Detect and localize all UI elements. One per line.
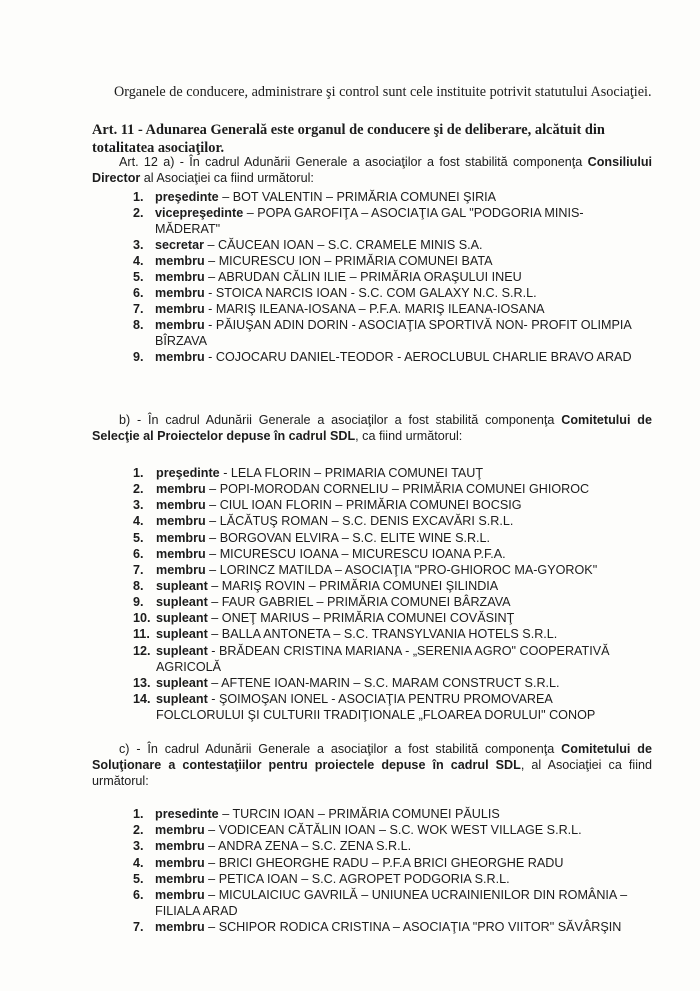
item-role: membru xyxy=(155,823,205,838)
list-item: 3. membru – ANDRA ZENA – S.C. ZENA S.R.L. xyxy=(133,839,412,854)
item-role: supleant xyxy=(156,595,208,610)
item-role: membru xyxy=(156,530,206,545)
item-role: membru xyxy=(155,254,205,268)
item-number: 2. xyxy=(133,823,144,838)
item-number: 9. xyxy=(133,595,144,610)
section-b-intro: b) - În cadrul Adunării Generale a asociaţilor a fost stabilită componenţa Comitetului de Selecţie al Proiectelor depuse în cadrul SDL, ca fiind următorul: xyxy=(92,413,652,443)
item-number: 5. xyxy=(133,270,144,284)
list-item: 6. membru – MICULAICIUC GAVRILĂ – UNIUNEA UCRAINIENILOR DIN ROMÂNIA – FILIALA ARAD xyxy=(133,888,628,919)
item-number: 5. xyxy=(133,530,144,545)
item-role: membru xyxy=(156,546,206,561)
intro-paragraph: Organele de conducere, administrare şi control sunt cele instituite potrivit statutului Asociaţiei. xyxy=(114,84,652,100)
item-number: 8. xyxy=(133,578,144,593)
comitet-solutionare-list xyxy=(133,806,641,936)
item-number: 7. xyxy=(133,920,144,935)
item-role: supleant xyxy=(156,643,208,658)
list-item: 8. membru - PĂIUŞAN ADIN DORIN - ASOCIAŢIA SPORTIVĂ NON- PROFIT OLIMPIA BÎRZAVA xyxy=(133,318,632,348)
item-role: membru xyxy=(155,871,205,886)
list-item: 2. vicepreşedinte – POPA GAROFIŢA – ASOCIAŢIA GAL "PODGORIA MINIS-MĂDERAT" xyxy=(133,206,584,236)
article-11-heading: Art. 11 - Adunarea Generală este organul de conducere şi de deliberare, alcătuit din totalitatea asociaţilor. xyxy=(92,122,605,156)
list-item: 7. membru - MARIŞ ILEANA-IOSANA – P.F.A. MARIŞ ILEANA-IOSANA xyxy=(133,302,545,316)
comitet-selectie-label: Comitetului de Selecţie al Proiectelor depuse în cadrul SDL xyxy=(92,413,652,443)
item-number: 2. xyxy=(133,482,144,497)
item-role: membru xyxy=(155,270,205,284)
item-number: 5. xyxy=(133,871,144,886)
item-number: 4. xyxy=(133,855,144,870)
section-a-intro: Art. 12 a) - În cadrul Adunării Generale a asociaţilor a fost stabilită componenţa Consiliului Director al Asociaţiei ca fiind următorul: xyxy=(92,155,653,185)
list-item: 2. membru – POPI-MORODAN CORNELIU – PRIMĂRIA COMUNEI GHIOROC xyxy=(133,482,590,497)
list-item: 14. supleant - ŞOIMOŞAN IONEL - ASOCIAŢIA PENTRU PROMOVAREA FOLCLORULUI ŞI CULTURII TRADIŢIONALE „FLOAREA DORULUI" CONOP xyxy=(133,691,596,722)
list-item: 4. membru – MICURESCU ION – PRIMĂRIA COMUNEI BATA xyxy=(133,254,493,268)
item-number: 7. xyxy=(133,302,144,316)
item-role: supleant xyxy=(156,675,208,690)
item-number: 12. xyxy=(133,643,151,658)
list-item: 3. membru – CIUL IOAN FLORIN – PRIMĂRIA COMUNEI BOCSIG xyxy=(133,498,522,513)
list-item: 7. membru – LORINCZ MATILDA – ASOCIAŢIA "PRO-GHIOROC MA-GYOROK" xyxy=(133,562,598,577)
item-role: membru xyxy=(155,286,205,300)
list-item: 1. preşedinte – BOT VALENTIN – PRIMĂRIA COMUNEI ŞIRIA xyxy=(133,190,497,204)
item-role: membru xyxy=(155,318,205,332)
item-number: 1. xyxy=(133,466,144,480)
item-role: supleant xyxy=(156,611,208,626)
item-number: 3. xyxy=(133,238,144,252)
item-role: preşedinte xyxy=(155,190,219,204)
item-role: supleant xyxy=(156,578,208,593)
item-number: 8. xyxy=(133,318,144,332)
item-role: membru xyxy=(156,514,206,529)
list-item: 3. secretar – CĂUCEAN IOAN – S.C. CRAMELE MINIS S.A. xyxy=(133,238,483,252)
list-item: 13. supleant – AFTENE IOAN-MARIN – S.C. MARAM CONSTRUCT S.R.L. xyxy=(133,675,560,690)
art-12-label: Art. 12 a) xyxy=(119,155,175,169)
item-number: 6. xyxy=(133,888,144,903)
list-item: 5. membru – BORGOVAN ELVIRA – S.C. ELITE WINE S.R.L. xyxy=(133,530,491,545)
item-role: membru xyxy=(155,839,205,854)
comitet-selectie-list xyxy=(133,465,641,723)
item-role: membru xyxy=(156,482,206,497)
list-item: 9. membru - COJOCARU DANIEL-TEODOR - AEROCLUBUL CHARLIE BRAVO ARAD xyxy=(133,350,632,364)
section-c-intro: c) - În cadrul Adunării Generale a asociaţilor a fost stabilită componenţa Comitetului de Soluţionare a contestaţiilor pentru proiectele depuse în cadrul SDL, al Asociaţiei ca fiind următorul: xyxy=(92,742,653,788)
item-number: 4. xyxy=(133,514,144,529)
list-item: 11. supleant – BALLA ANTONETA – S.C. TRANSYLVANIA HOTELS S.R.L. xyxy=(133,627,558,642)
list-item: 2. membru – VODICEAN CĂTĂLIN IOAN – S.C. WOK WEST VILLAGE S.R.L. xyxy=(133,823,582,838)
list-item: 1. preşedinte - LELA FLORIN – PRIMARIA COMUNEI TAUŢ xyxy=(133,466,484,480)
list-item: 9. supleant – FAUR GABRIEL – PRIMĂRIA COMUNEI BÂRZAVA xyxy=(133,595,511,610)
item-number: 6. xyxy=(133,546,144,561)
list-item: 8. supleant – MARIŞ ROVIN – PRIMĂRIA COMUNEI ŞILINDIA xyxy=(133,578,499,593)
item-number: 1. xyxy=(133,807,144,821)
item-number: 13. xyxy=(133,675,151,690)
consiliul-director-list xyxy=(133,189,641,365)
item-number: 11. xyxy=(133,627,150,642)
list-item: 5. membru – PETICA IOAN – S.C. AGROPET PODGORIA S.R.L. xyxy=(133,871,510,886)
item-number: 4. xyxy=(133,254,144,268)
item-role: membru xyxy=(155,920,205,935)
item-number: 3. xyxy=(133,839,144,854)
consiliul-director-label: Consiliului Director xyxy=(92,155,653,185)
item-role: membru xyxy=(155,302,205,316)
list-item: 1. presedinte – TURCIN IOAN – PRIMĂRIA COMUNEI PĂULIS xyxy=(133,807,500,821)
item-role: membru xyxy=(156,562,206,577)
item-number: 14. xyxy=(133,691,151,706)
item-role: membru xyxy=(155,888,205,903)
item-number: 7. xyxy=(133,562,144,577)
list-item: 4. membru – LĂCĂTUŞ ROMAN – S.C. DENIS EXCAVĂRI S.R.L. xyxy=(133,514,514,529)
item-role: supleant xyxy=(156,691,208,706)
item-role: membru xyxy=(155,350,205,364)
list-item: 7. membru – SCHIPOR RODICA CRISTINA – ASOCIAŢIA "PRO VIITOR" SĂVÂRŞIN xyxy=(133,920,622,935)
item-role: membru xyxy=(155,855,205,870)
list-item: 5. membru – ABRUDAN CĂLIN ILIE – PRIMĂRIA ORAŞULUI INEU xyxy=(133,270,522,284)
list-item: 12. supleant - BRĂDEAN CRISTINA MARIANA - „SERENIA AGRO" COOPERATIVĂ AGRICOLĂ xyxy=(133,643,610,674)
comitet-solutionare-label: Comitetului de Soluţionare a contestaţiilor pentru proiectele depuse în cadrul SDL xyxy=(92,742,652,772)
item-number: 10. xyxy=(133,611,151,626)
item-role: supleant xyxy=(156,627,208,642)
item-role: presedinte xyxy=(155,807,219,821)
list-item: 6. membru - STOICA NARCIS IOAN - S.C. COM GALAXY N.C. S.R.L. xyxy=(133,286,537,300)
list-item: 10. supleant – ONEŢ MARIUS – PRIMĂRIA COMUNEI COVĂSINŢ xyxy=(133,611,515,626)
list-item: 4. membru – BRICI GHEORGHE RADU – P.F.A BRICI GHEORGHE RADU xyxy=(133,855,564,870)
item-number: 2. xyxy=(133,206,144,220)
item-number: 6. xyxy=(133,286,144,300)
item-role: preşedinte xyxy=(156,466,220,480)
list-item: 6. membru – MICURESCU IOANA – MICURESCU IOANA P.F.A. xyxy=(133,546,506,561)
item-role: membru xyxy=(156,498,206,513)
item-role: secretar xyxy=(155,238,205,252)
item-role: vicepreşedinte xyxy=(155,206,244,220)
item-number: 3. xyxy=(133,498,144,513)
item-number: 9. xyxy=(133,350,144,364)
item-number: 1. xyxy=(133,190,144,204)
